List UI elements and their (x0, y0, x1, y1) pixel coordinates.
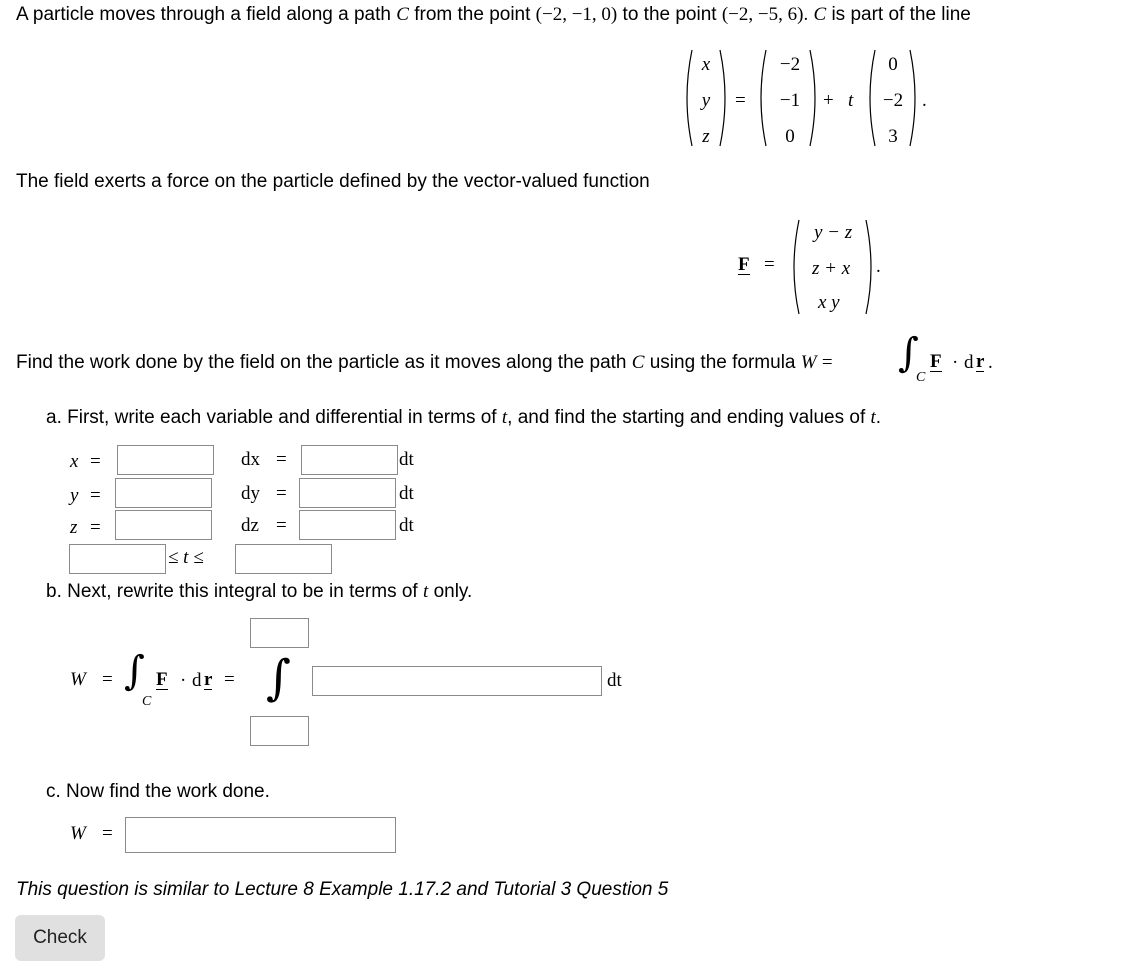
lhs-z: z (702, 126, 710, 147)
field-period: . (876, 256, 881, 277)
point-y: −1 (779, 90, 801, 111)
field-name: F (738, 254, 750, 275)
var-y: y (70, 485, 79, 506)
dx-input[interactable] (301, 445, 398, 475)
point-x: −2 (779, 54, 801, 75)
part-c-label: c. Now find the work done. (46, 781, 270, 802)
field-comp-3: x y (818, 292, 840, 313)
lower-limit-input[interactable] (250, 716, 309, 746)
integral-sign-icon: ∫ (124, 648, 145, 694)
work-answer-input[interactable] (125, 817, 396, 853)
diff-dx: dx (241, 449, 260, 470)
dir-y: −2 (882, 90, 904, 111)
integral-sign-icon: ∫ (898, 330, 919, 376)
var-x: x (70, 451, 79, 472)
line-eq-plus: + (823, 90, 834, 111)
dz-input[interactable] (299, 510, 396, 540)
similar-note: This question is similar to Lecture 8 Example 1.17.2 and Tutorial 3 Question 5 (16, 879, 669, 900)
lhs-x: x (701, 54, 711, 75)
upper-limit-input[interactable] (250, 618, 309, 648)
part-c-W: W (70, 823, 86, 844)
part-b-label: b. Next, rewrite this integral to be in terms of t only. (46, 581, 473, 602)
diff-dy: dy (241, 483, 260, 504)
dir-z: 3 (888, 126, 898, 147)
intro-text: A particle moves through a field along a path C from the point (−2, −1, 0) to the point (−2, −5, 6). C is part of the line (16, 4, 971, 25)
definite-integral-sign-icon: ∫ (266, 650, 292, 706)
dir-x: 0 (888, 54, 898, 75)
var-z: z (70, 517, 78, 538)
field-definition (736, 218, 896, 318)
check-button[interactable]: Check (15, 915, 105, 961)
line-eq-equals: = (735, 90, 746, 111)
integrand-input[interactable] (312, 666, 602, 696)
t-range-inequality: ≤ t ≤ (168, 547, 204, 568)
part-a-label: a. First, write each variable and differential in terms of t, and find the starting and ending values of t. (46, 407, 882, 428)
dy-input[interactable] (299, 478, 396, 508)
line-eq-param: t (848, 90, 854, 111)
field-comp-1: y − z (814, 222, 853, 243)
line-equation (680, 46, 940, 152)
point-z: 0 (785, 126, 795, 147)
work-integral: ∫ C F · d r . (898, 330, 993, 385)
y-input[interactable] (115, 478, 212, 508)
t-start-input[interactable] (69, 544, 166, 574)
diff-dz: dz (241, 515, 259, 536)
lhs-y: y (701, 90, 711, 111)
t-end-input[interactable] (235, 544, 332, 574)
part-b-W: W (70, 669, 86, 690)
field-equals: = (764, 254, 775, 275)
field-intro: The field exerts a force on the particle defined by the vector-valued function (16, 171, 650, 192)
field-comp-2: z + x (812, 258, 851, 279)
x-input[interactable] (117, 445, 214, 475)
z-input[interactable] (115, 510, 212, 540)
work-prompt: Find the work done by the field on the particle as it moves along the path C using the formula W = (16, 352, 833, 373)
line-eq-period: . (922, 90, 927, 111)
